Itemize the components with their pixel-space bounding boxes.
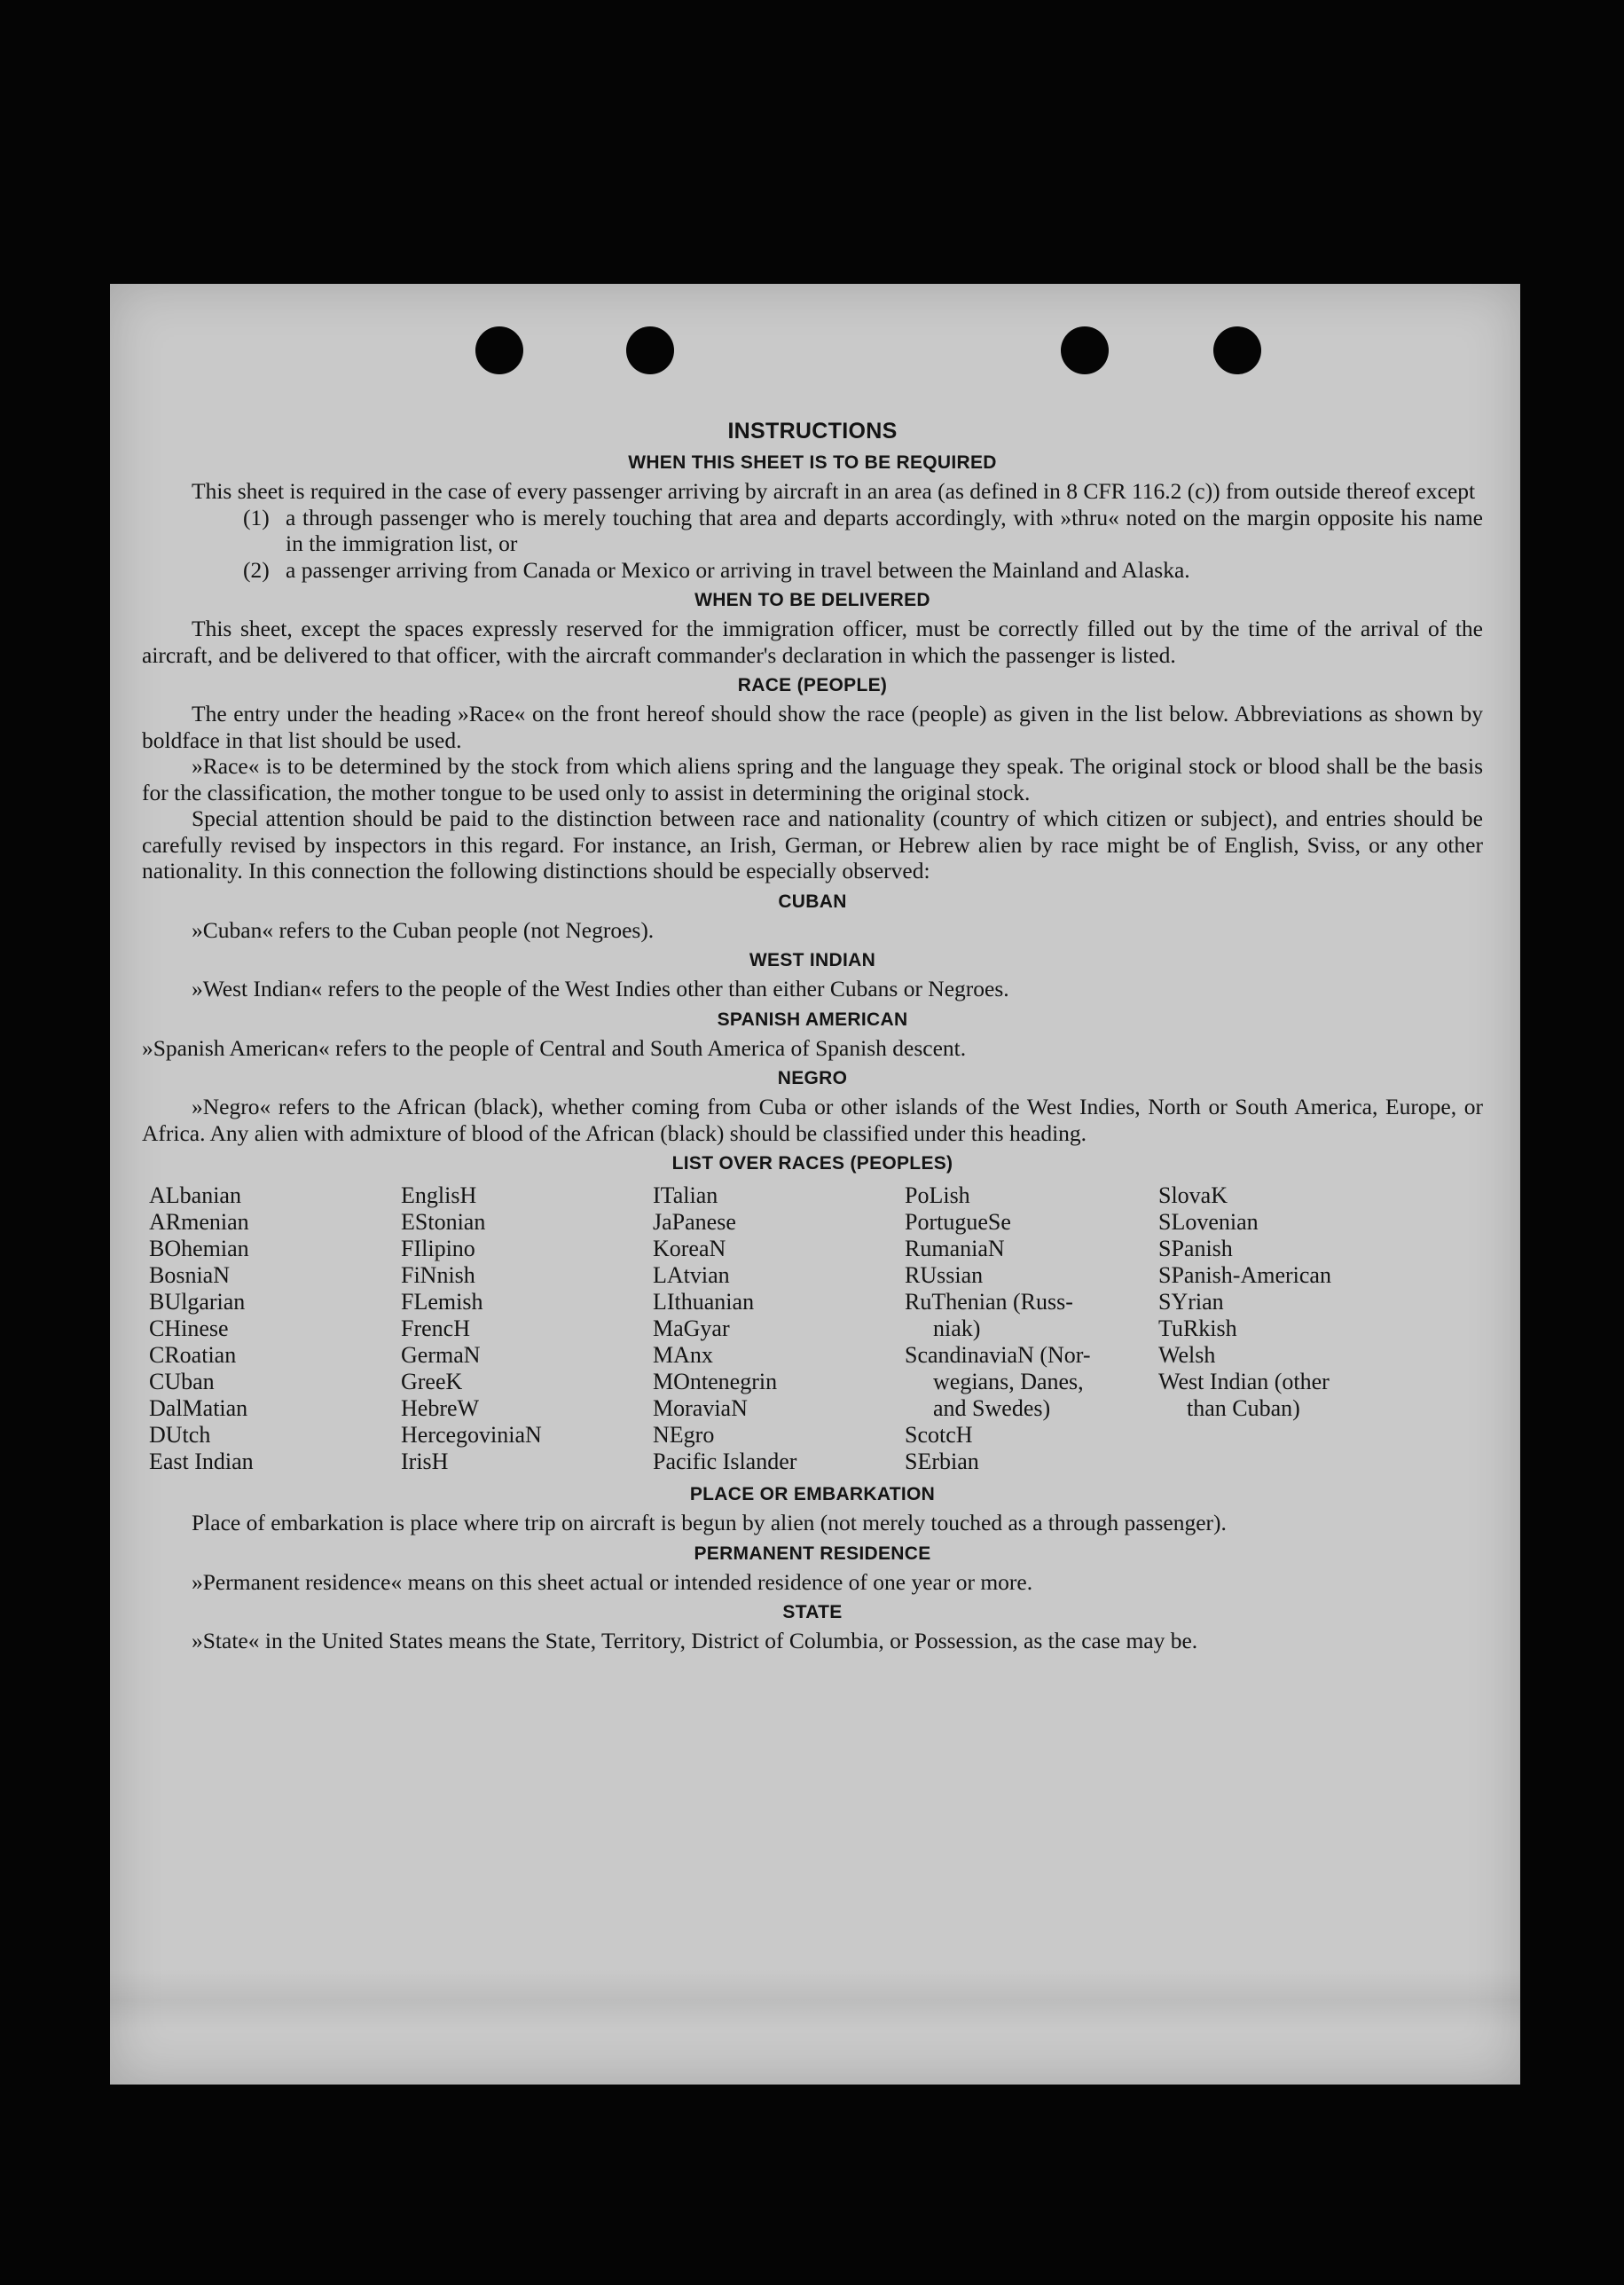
race-list: [149, 1182, 1483, 1475]
race-list-item: EStonian: [401, 1209, 486, 1235]
race-list-item: KoreaN: [653, 1236, 726, 1261]
race-list-item: LIthuanian: [653, 1289, 755, 1315]
instructions-content: [142, 417, 1483, 1654]
section-heading-spanish-american: SPANISH AMERICAN: [717, 1009, 908, 1030]
race-list-item: CRoatian: [149, 1342, 237, 1368]
spanish-american-text: »Spanish American« refers to the people of Central and South America of Spanish descent.: [142, 1034, 967, 1061]
race-list-column: [149, 1182, 401, 1475]
exception-item-2: [142, 557, 1483, 584]
document-sheet: [110, 284, 1520, 2085]
page-title: INSTRUCTIONS: [727, 419, 898, 444]
race-list-item: MAnx: [653, 1342, 713, 1368]
race-list-item: MaGyar: [653, 1315, 730, 1341]
race-paragraph-2: »Race« is to be determined by the stock from which aliens spring and the language they speak. The original stock or blood shall be the basis for the classification, the mother tongue to be used only to assist in determining the original stock.: [142, 753, 1483, 805]
negro-text: »Negro« refers to the African (black), whether coming from Cuba or other islands of the West Indies, North or South America, Europe, or Africa. Any alien with admixture of blood of the African (black) should be classified under this heading.: [142, 1094, 1483, 1146]
race-list-column: [653, 1182, 905, 1475]
race-list-item: ScotcH: [905, 1422, 973, 1448]
punch-hole: [1061, 326, 1109, 374]
race-list-item: MoraviaN: [653, 1395, 748, 1421]
section-heading-west-indian: WEST INDIAN: [749, 950, 876, 970]
section-heading-state: STATE: [782, 1602, 843, 1622]
race-list-item: GreeK: [401, 1369, 463, 1394]
bottom-smudge: [110, 1969, 1520, 2031]
race-list-item: BUlgarian: [149, 1289, 246, 1315]
race-list-item: DUtch: [149, 1422, 211, 1448]
exception-item-1: [142, 505, 1483, 557]
race-list-item: IrisH: [401, 1449, 449, 1474]
race-list-item: HebreW: [401, 1395, 480, 1421]
section-heading-embarkation: PLACE OR EMBARKATION: [689, 1484, 936, 1504]
punch-hole: [626, 326, 674, 374]
race-list-item: FIlipino: [401, 1236, 475, 1261]
race-list-item: CUban: [149, 1369, 215, 1394]
race-list-item: HercegoviniaN: [401, 1422, 542, 1448]
section-heading-when-delivered: WHEN TO BE DELIVERED: [694, 590, 930, 610]
section-heading-when-required: WHEN THIS SHEET IS TO BE REQUIRED: [628, 452, 997, 473]
race-list-item: SPanish-American: [1158, 1262, 1331, 1288]
race-list-item: FrencH: [401, 1315, 470, 1341]
race-list-item: PoLish: [905, 1182, 970, 1208]
section-heading-race-list: LIST OVER RACES (PEOPLES): [671, 1153, 953, 1174]
item-text: a through passenger who is merely touching that area and departs accordingly, with »thru« noted on the margin opposite his name in the immigration list, or: [286, 504, 1483, 556]
when-required-intro: This sheet is required in the case of every passenger arriving by aircraft in an area (as defined in 8 CFR 116.2 (c)) from outside thereof except: [192, 478, 1476, 504]
race-paragraph-1: The entry under the heading »Race« on the front hereof should show the race (people) as given in the list below. Abbreviations as shown by boldface in that list should be used.: [142, 701, 1483, 753]
section-heading-race: RACE (PEOPLE): [737, 675, 888, 695]
race-list-item: TuRkish: [1158, 1315, 1237, 1341]
state-text: »State« in the United States means the State, Territory, District of Columbia, or Possession, as the case may be.: [192, 1628, 1198, 1653]
embarkation-text: Place of embarkation is place where trip on aircraft is begun by alien (not merely touched as a through passenger).: [192, 1510, 1227, 1535]
item-text: a passenger arriving from Canada or Mexico or arriving in travel between the Mainland and Alaska.: [286, 556, 1190, 583]
race-list-item: West Indian (other: [1158, 1369, 1330, 1394]
race-list-item: SErbian: [905, 1449, 979, 1474]
race-list-item: ARmenian: [149, 1209, 249, 1235]
race-list-item: East Indian: [149, 1449, 254, 1474]
race-list-item: wegians, Danes,: [933, 1369, 1084, 1394]
race-list-item: ALbanian: [149, 1182, 241, 1208]
race-list-item: ScandinaviaN (Nor-: [905, 1342, 1091, 1368]
race-list-item: BOhemian: [149, 1236, 249, 1261]
race-list-item: FLemish: [401, 1289, 483, 1315]
race-list-item: FiNnish: [401, 1262, 475, 1288]
race-list-item: GermaN: [401, 1342, 481, 1368]
race-list-column: [1158, 1182, 1401, 1475]
race-list-item: SLovenian: [1158, 1209, 1259, 1235]
race-list-item: ITalian: [653, 1182, 718, 1208]
race-list-item: PortugueSe: [905, 1209, 1011, 1235]
cuban-text: »Cuban« refers to the Cuban people (not Negroes).: [192, 916, 655, 943]
race-list-item: BosniaN: [149, 1262, 230, 1288]
when-delivered-text: This sheet, except the spaces expressly reserved for the immigration officer, must be correctly filled out by the time of the arrival of the aircraft, and be delivered to that officer, with the aircraft commander's declaration in which the passenger is listed.: [142, 616, 1483, 668]
race-list-item: EnglisH: [401, 1182, 477, 1208]
section-heading-cuban: CUBAN: [778, 891, 847, 912]
punch-hole: [475, 326, 523, 374]
item-number: (1): [243, 504, 270, 530]
race-list-item: RUssian: [905, 1262, 984, 1288]
race-list-item: than Cuban): [1187, 1395, 1300, 1421]
race-list-item: CHinese: [149, 1315, 229, 1341]
item-number: (2): [243, 556, 270, 583]
race-list-item: Pacific Islander: [653, 1449, 797, 1474]
section-heading-residence: PERMANENT RESIDENCE: [694, 1543, 931, 1564]
race-list-item: and Swedes): [933, 1395, 1051, 1421]
race-list-column: [905, 1182, 1158, 1475]
race-list-item: LAtvian: [653, 1262, 730, 1288]
race-list-item: MOntenegrin: [653, 1369, 778, 1394]
west-indian-text: »West Indian« refers to the people of the West Indies other than either Cubans or Negroes.: [192, 976, 1009, 1001]
race-list-column: [401, 1182, 653, 1475]
punch-hole: [1213, 326, 1261, 374]
race-list-item: RuThenian (Russ-: [905, 1289, 1073, 1315]
race-paragraph-3: Special attention should be paid to the distinction between race and nationality (country of which citizen or subject), and entries should be carefully revised by inspectors in this regard. For instance, an Irish, German, or Hebrew alien by race might be of English, Sviss, or any other nationality. In this connection the following distinctions should be especially observed:: [142, 805, 1483, 883]
race-list-item: JaPanese: [653, 1209, 736, 1235]
race-list-item: NEgro: [653, 1422, 715, 1448]
residence-text: »Permanent residence« means on this sheet actual or intended residence of one year or more.: [192, 1568, 1033, 1595]
race-list-item: SPanish: [1158, 1236, 1233, 1261]
race-list-item: SlovaK: [1158, 1182, 1228, 1208]
race-list-item: RumaniaN: [905, 1236, 1005, 1261]
race-list-item: niak): [933, 1315, 981, 1341]
race-list-item: SYrian: [1158, 1289, 1224, 1315]
race-list-item: Welsh: [1158, 1342, 1216, 1368]
section-heading-negro: NEGRO: [777, 1068, 848, 1088]
race-list-item: DalMatian: [149, 1395, 248, 1421]
